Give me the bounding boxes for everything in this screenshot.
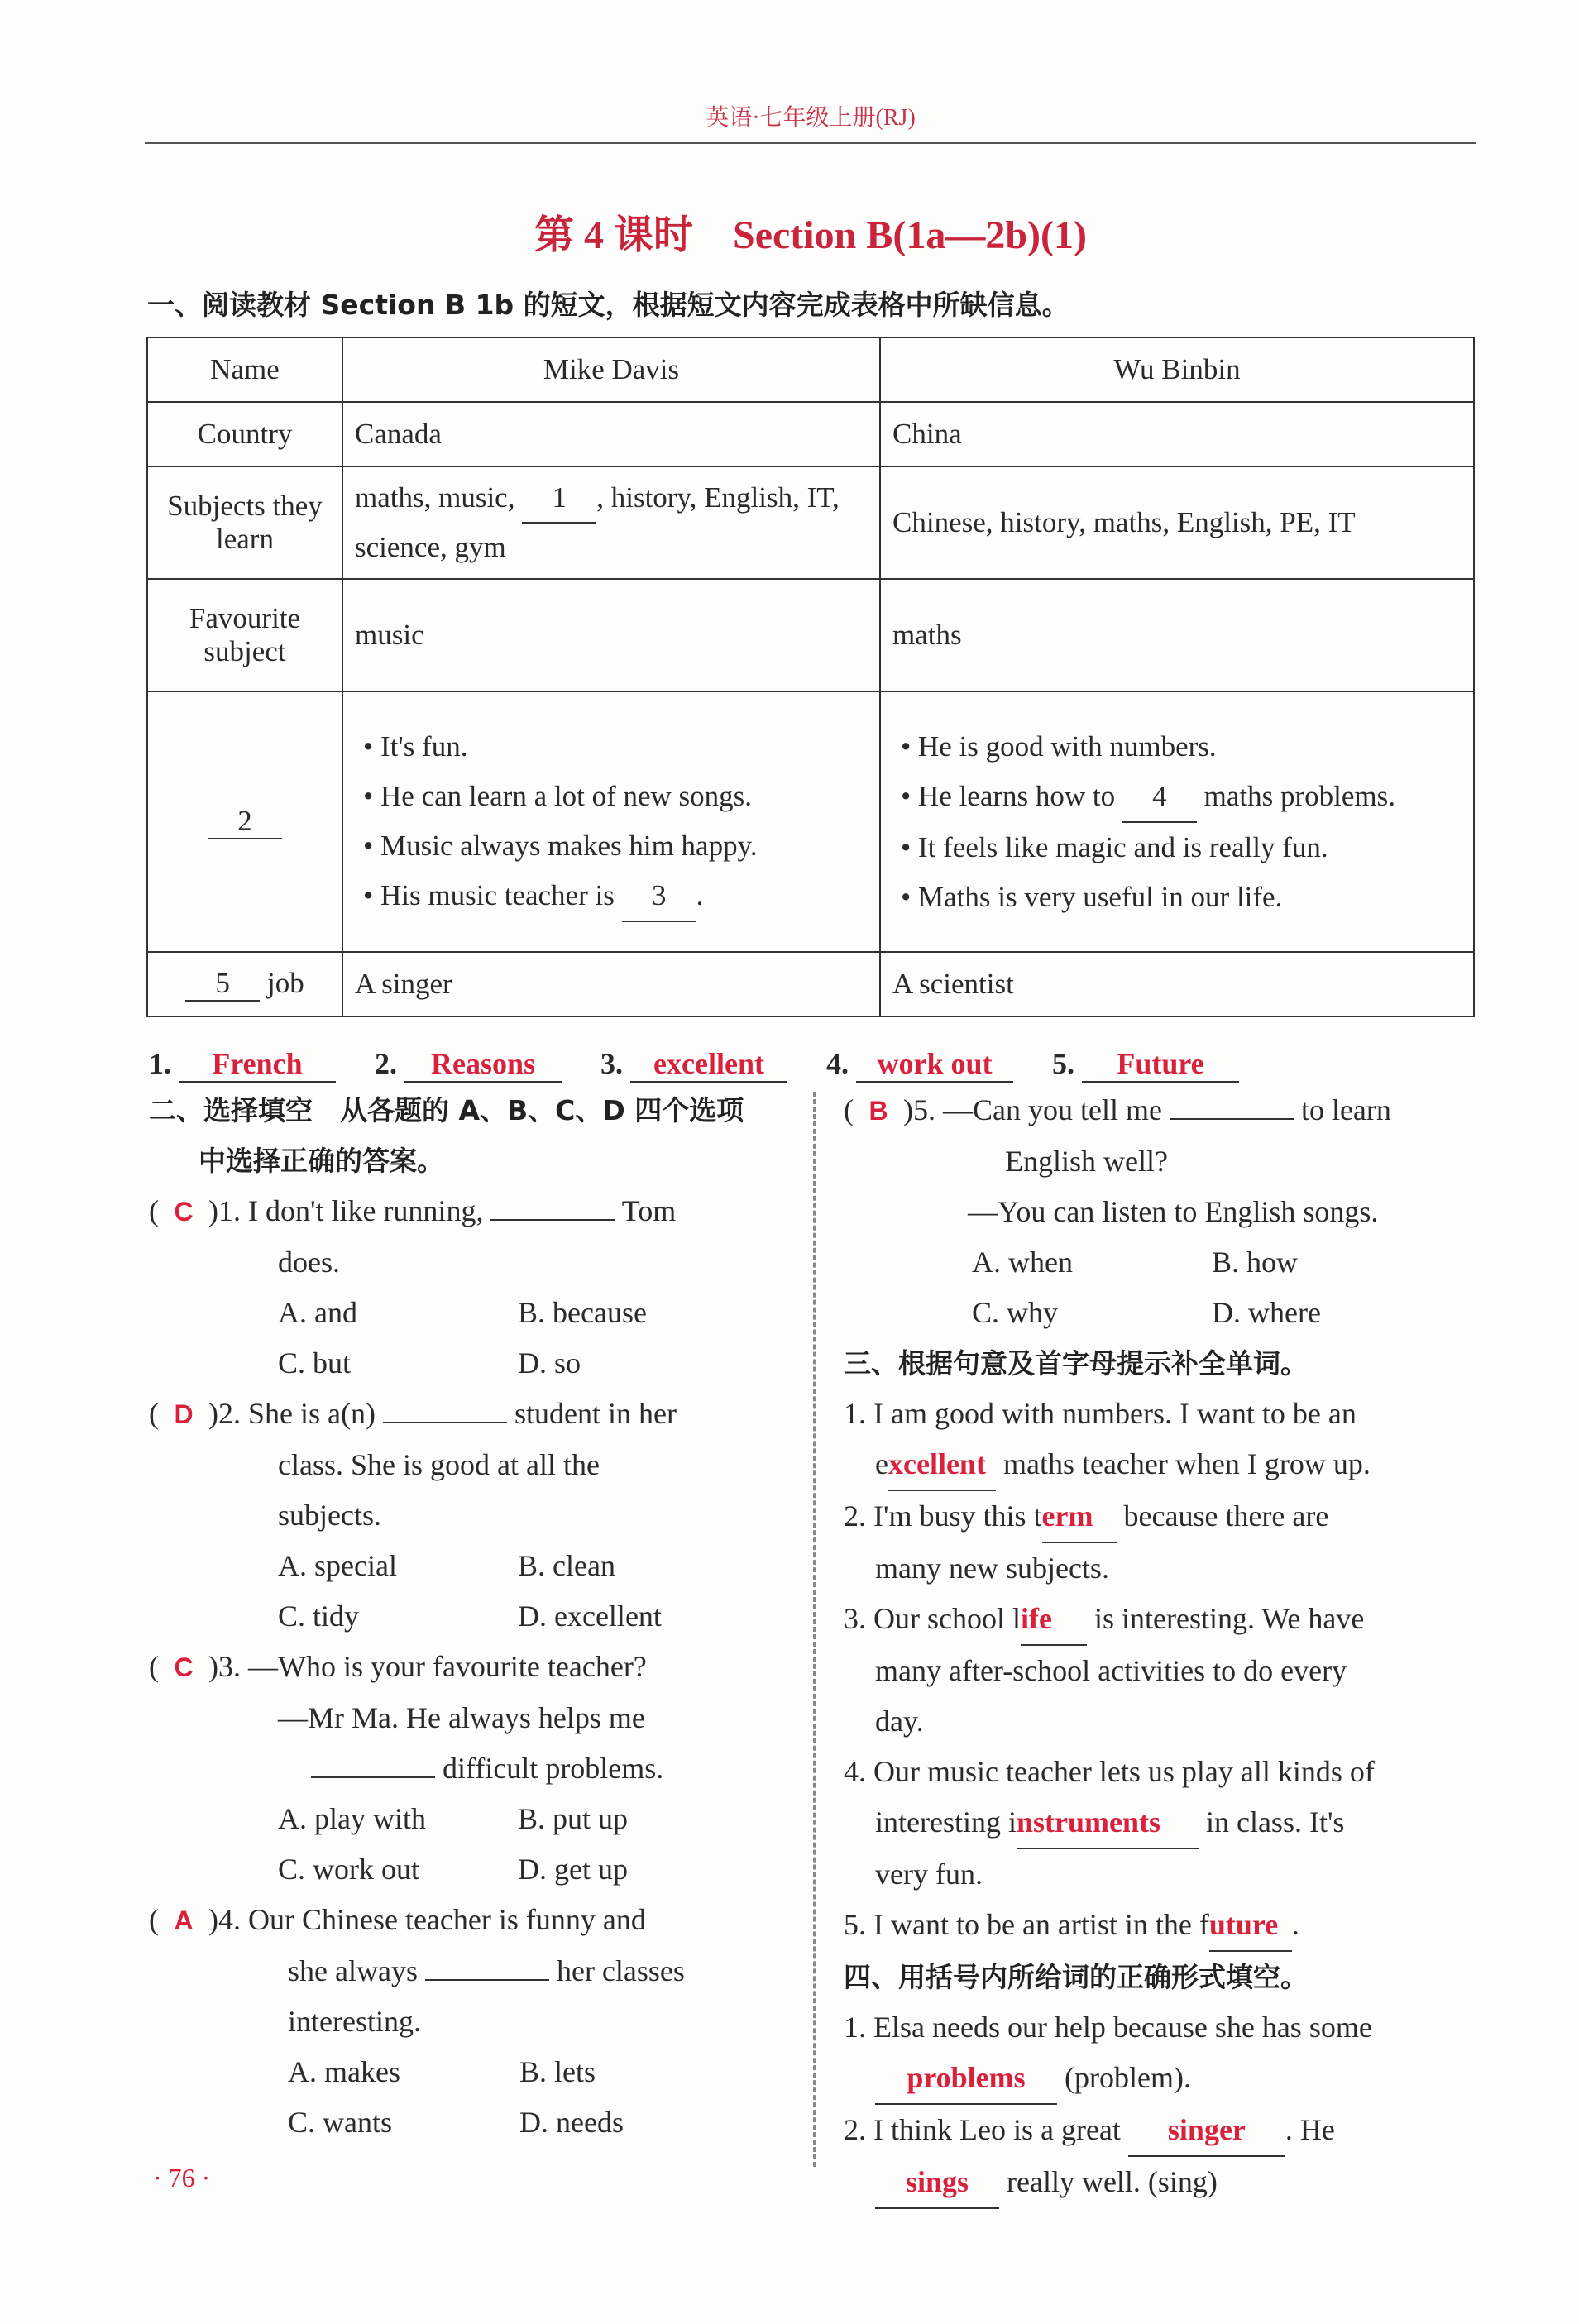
q4-option-d: D. needs — [519, 2106, 624, 2139]
answer-4: work out — [856, 1046, 1013, 1083]
reasons-wu — [880, 691, 1474, 952]
answer-5-num: 5. — [1052, 1047, 1074, 1080]
favourite-label: Favourite subject — [147, 579, 342, 691]
s3-q5-end: . — [1291, 1908, 1299, 1941]
answer-4-num: 4. — [826, 1047, 849, 1080]
q1-option-d: D. so — [518, 1346, 581, 1380]
s3-q4-line1: 4. Our music teacher lets us play all kinds of — [844, 1755, 1375, 1788]
q3-option-d: D. get up — [518, 1853, 628, 1886]
q1-option-c: C. but — [278, 1346, 352, 1380]
section4-heading: 四、用括号内所给词的正确形式填空。 — [844, 1961, 1308, 1993]
q4-answer: A — [174, 1906, 194, 1935]
s3-q3-line2: many after-school activities to do every — [875, 1654, 1347, 1687]
question-2: ( D )2. She is a(n) student in her class. She is good at all the subjects. A. special B. clean C. tidy D. excellent — [149, 1389, 794, 1642]
s4-q1-answer: problems — [875, 2053, 1057, 2105]
q2-option-d: D. excellent — [518, 1600, 662, 1633]
s3-q3-line3: day. — [875, 1705, 924, 1738]
job-mike: A singer — [342, 952, 880, 1016]
q2-option-b: B. clean — [518, 1549, 615, 1582]
question-3: ( C )3. —Who is your favourite teacher? —Mr Ma. He always helps me difficult problems. A. play with B. put up C. work out D. get up — [149, 1642, 794, 1895]
info-table — [146, 337, 1475, 1017]
q2-text: )2. She is a(n) — [208, 1397, 376, 1430]
page-number: · 76 · — [153, 2163, 211, 2192]
q1-answer: C — [174, 1197, 194, 1227]
col-wu: Wu Binbin — [880, 337, 1474, 402]
q4-text-2a: she always — [288, 1954, 418, 1987]
s3-q3-line1b: is interesting. We have — [1093, 1602, 1365, 1635]
q3-option-a: A. play with — [278, 1802, 426, 1835]
s3-q2-line1b: because there are — [1123, 1499, 1329, 1533]
q3-option-c: C. work out — [278, 1853, 419, 1886]
subjects-wu: Chinese, history, maths, English, PE, IT — [880, 466, 1474, 579]
q4-text: )4. Our Chinese teacher is funny and — [208, 1903, 646, 1936]
q1-option-a: A. and — [278, 1296, 357, 1329]
job-label: job — [267, 967, 304, 999]
section2-heading-2: 中选择正确的答案。 — [199, 1145, 444, 1177]
section1-heading: 一、阅读教材 Section B 1b 的短文，根据短文内容完成表格中所缺信息。 — [147, 289, 1069, 321]
s3-q5-answer: uture — [1209, 1900, 1292, 1952]
s4-q2-answer-2: sings — [875, 2157, 999, 2209]
right-column — [844, 1085, 1481, 2209]
header-divider — [145, 142, 1476, 144]
subjects-mike-post: , history, English, IT, science, gym — [355, 481, 840, 563]
q2-text-b: student in her — [514, 1397, 677, 1430]
section3-heading: 三、根据句意及首字母提示补全单词。 — [844, 1347, 1308, 1380]
s3-q2-line2: many new subjects. — [875, 1552, 1109, 1585]
blank-5: 5 — [185, 967, 260, 1002]
question-4: ( A )4. Our Chinese teacher is funny and she always her classes interesting. A. makes B. lets C. wants D. needs — [149, 1895, 794, 2148]
q4-text-2b: her classes — [556, 1954, 685, 1987]
blank-4: 4 — [1122, 772, 1197, 823]
reasons-label — [147, 691, 342, 952]
country-mike: Canada — [342, 402, 880, 466]
job-wu: A scientist — [880, 952, 1474, 1016]
q5-blank — [1170, 1118, 1294, 1120]
subjects-label: Subjects they learn — [147, 466, 342, 579]
q5-text-b: to learn — [1300, 1093, 1391, 1126]
job-label-cell — [147, 952, 342, 1016]
s3-q4-prefix: interesting i — [875, 1805, 1017, 1839]
q3-blank — [311, 1776, 435, 1778]
reason-wu-2-post: maths problems. — [1203, 779, 1396, 812]
s4-q1-line2: (problem). — [1065, 2061, 1191, 2094]
q3-text-2: —Mr Ma. He always helps me — [278, 1701, 645, 1734]
blank-3: 3 — [622, 871, 696, 922]
reason-mike-2: • He can learn a lot of new songs. — [363, 779, 753, 812]
q4-option-b: B. lets — [519, 2055, 596, 2088]
s3-q4-answer: nstruments — [1017, 1797, 1199, 1849]
col-name: Name — [147, 337, 342, 402]
s3-q4-line3: very fun. — [875, 1858, 983, 1891]
q2-answer: D — [174, 1399, 194, 1429]
q1-blank — [490, 1219, 615, 1221]
q3-text-3: difficult problems. — [443, 1752, 664, 1785]
q2-option-a: A. special — [278, 1549, 397, 1582]
reason-wu-3: • It feels like magic and is really fun. — [901, 830, 1328, 863]
q4-option-c: C. wants — [288, 2106, 392, 2139]
section2-heading-1: 二、选择填空 从各题的 A、B、C、D 四个选项 — [149, 1094, 744, 1126]
q5-answer: B — [868, 1096, 888, 1126]
s4-q2-answer: singer — [1128, 2105, 1285, 2157]
q2-blank — [383, 1422, 507, 1423]
answer-1: French — [179, 1046, 336, 1083]
s4-q2-line1: 2. I think Leo is a great — [844, 2113, 1121, 2146]
answer-5: Future — [1082, 1046, 1239, 1083]
q5-option-a: A. when — [972, 1246, 1073, 1279]
favourite-wu: maths — [880, 579, 1474, 691]
question-5: ( B )5. —Can you tell me to learn English well? —You can listen to English songs. A. when B. how C. why D. where — [844, 1085, 1481, 1338]
q2-option-c: C. tidy — [278, 1600, 360, 1633]
country-label: Country — [147, 402, 342, 466]
q2-text-2: class. She is good at all the — [278, 1448, 600, 1481]
answer-3: excellent — [630, 1046, 787, 1083]
s3-q2-line1: 2. I'm busy this t — [844, 1499, 1042, 1533]
q5-text: )5. —Can you tell me — [903, 1093, 1162, 1126]
answer-1-num: 1. — [149, 1047, 171, 1080]
table-answers — [149, 1046, 1270, 1083]
reasons-mike — [342, 691, 880, 952]
s3-q3-line1: 3. Our school l — [844, 1602, 1021, 1635]
s3-q3-answer: ife — [1021, 1594, 1087, 1646]
q5-text-2: English well? — [1005, 1145, 1168, 1178]
answer-3-num: 3. — [600, 1047, 623, 1080]
q5-text-3: —You can listen to English songs. — [968, 1195, 1379, 1228]
reason-wu-1: • He is good with numbers. — [901, 729, 1217, 763]
reason-mike-3: • Music always makes him happy. — [363, 829, 758, 862]
q2-text-3: subjects. — [278, 1499, 381, 1532]
s3-q4-line2: in class. It's — [1205, 1805, 1345, 1839]
s4-q2-line2: really well. (sing) — [1007, 2165, 1218, 2198]
s3-q1-answer: xcellent — [888, 1439, 996, 1491]
q1-option-b: B. because — [518, 1296, 647, 1329]
q3-answer: C — [174, 1652, 194, 1682]
q5-option-d: D. where — [1212, 1296, 1321, 1329]
reason-wu-2 — [901, 772, 1462, 823]
s3-q1-line2: maths teacher when I grow up. — [1002, 1447, 1371, 1480]
q1-text-b: Tom — [621, 1194, 677, 1227]
q5-option-c: C. why — [972, 1296, 1059, 1329]
answer-2: Reasons — [404, 1046, 562, 1083]
reason-mike-4: • His music teacher is 3 . — [363, 871, 868, 922]
blank-2: 2 — [208, 805, 282, 839]
q4-option-a: A. makes — [288, 2055, 400, 2088]
q1-text-2: does. — [278, 1246, 340, 1279]
section2-left — [149, 1085, 794, 2148]
reason-wu-2-pre: • He learns how to — [901, 779, 1116, 812]
q3-option-b: B. put up — [518, 1802, 629, 1835]
q4-text-3: interesting. — [288, 2005, 421, 2038]
s3-q2-answer: erm — [1042, 1491, 1117, 1543]
page-header: 英语·七年级上册(RJ) — [706, 105, 916, 131]
subjects-mike-pre: maths, music, — [355, 481, 515, 514]
q3-text: )3. —Who is your favourite teacher? — [208, 1650, 647, 1683]
reason-wu-4: • Maths is very useful in our life. — [901, 880, 1283, 913]
s4-q2-line1b: . He — [1285, 2113, 1335, 2146]
col-mike: Mike Davis — [342, 337, 880, 402]
s3-q5-line1: 5. I want to be an artist in the f — [844, 1908, 1209, 1941]
question-1: ( C )1. I don't like running, Tom does. A. and B. because C. but D. so — [149, 1186, 794, 1389]
answer-2-num: 2. — [375, 1047, 397, 1080]
column-divider — [813, 1092, 816, 2167]
s3-q1-line1: 1. I am good with numbers. I want to be an — [844, 1397, 1357, 1430]
reason-mike-1: • It's fun. — [363, 729, 468, 763]
lesson-title: 第 4 课时 Section B(1a—2b)(1) — [534, 213, 1087, 257]
subjects-mike — [342, 466, 880, 579]
reason-mike-4-pre: • His music teacher is — [363, 878, 615, 911]
q1-text: )1. I don't like running, — [208, 1194, 484, 1227]
country-wu: China — [880, 402, 1474, 466]
blank-1: 1 — [522, 474, 596, 524]
favourite-mike: music — [342, 579, 880, 691]
q4-blank — [425, 1979, 549, 1981]
q5-option-b: B. how — [1212, 1246, 1299, 1279]
s4-q1-line1: 1. Elsa needs our help because she has some — [844, 2011, 1372, 2044]
s3-q1-prefix: e — [875, 1447, 888, 1480]
